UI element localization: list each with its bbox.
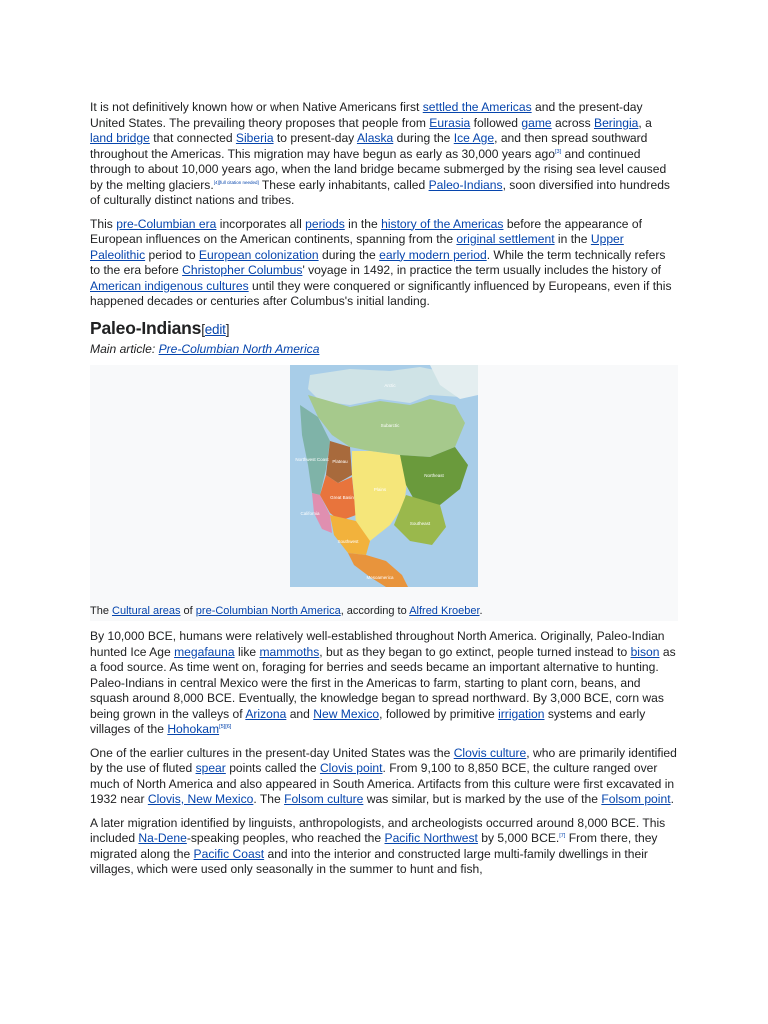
link-pre-columbian-north-america[interactable]: Pre-Columbian North America [158,341,320,356]
link-european-colonization[interactable]: European colonization [198,247,319,262]
citation-3[interactable]: [3] [554,148,562,155]
link-history-of-the-americas[interactable]: history of the Americas [381,216,504,231]
link-spear[interactable]: spear [195,761,226,775]
text: during the [318,247,380,262]
text: From there, they migrated along the [90,831,658,861]
text: that connected [149,131,236,145]
link-land-bridge[interactable]: land bridge [90,131,150,145]
link-pre-columbian-era[interactable]: pre-Columbian era [116,216,217,231]
link-siberia[interactable]: Siberia [235,131,274,145]
text: , but as they began to go extinct, people turned instead to [319,644,631,659]
text: across [551,115,594,130]
text: , a [638,115,652,130]
label-arctic: Arctic [384,383,396,388]
text: A later migration identified by linguists, anthropologists, and archeologists occurred around 8,000 BCE. This included [90,815,666,845]
text: and [286,706,314,721]
edit-section [201,322,229,337]
link-hohokam[interactable]: Hohokam [167,722,220,736]
link-megafauna[interactable]: megafauna [174,644,235,659]
link-new-mexico[interactable]: New Mexico [313,706,380,721]
text: before the appearance of European influences on the American continents, spanning from the [90,216,642,246]
text: was similar, but is marked by the use of the [363,792,602,806]
link-american-indigenous-cultures[interactable]: American indigenous cultures [90,278,249,293]
text: . While the term technically refers to the era before [90,247,666,277]
link-beringia[interactable]: Beringia [594,115,639,130]
text: , who are primarily identified by the use of fluted [90,745,677,775]
label-california: California [300,511,320,516]
text: . From 9,100 to 8,850 BCE, the culture ranged over much of North America and also appeared in South America. Artifacts from this culture were first excavated in 1932 near [90,761,675,806]
link-arizona[interactable]: Arizona [245,706,287,721]
link-christopher-columbus[interactable]: Christopher Columbus [182,263,303,277]
label-plains: Plains [373,487,387,492]
link-upper-paleolithic[interactable]: Upper Paleolithic [90,232,624,262]
paragraph-pre-columbian [90,217,678,310]
text: as a food source. As time went on, foraging for berries and seeds became an important alternative to hunting. Paleo-Indians in central Mexico were the first in the Americas to farm, starting to plant corn, beans, and squash around 8,000 BCE. Eventually, the knowledge began to spread northward. By 3,000 BCE, corn was being grown in the valleys of [90,644,676,721]
citation-5-6[interactable]: [5][6] [219,723,232,730]
label-great-basin: Great Basin [330,495,354,500]
text: . [479,605,483,617]
link-alaska[interactable]: Alaska [356,131,394,145]
link-paleo-indians[interactable]: Paleo-Indians [428,177,503,192]
text: ' voyage in 1492, in practice the term usually includes the history of [302,263,662,277]
link-pacific-northwest[interactable]: Pacific Northwest [384,831,478,845]
link-clovis-point[interactable]: Clovis point [319,761,383,775]
text: , followed by primitive [379,706,499,721]
text: by 5,000 BCE. [477,831,560,845]
citation-7[interactable]: [7] [559,832,566,839]
paragraph-intro [90,100,678,209]
cultural-areas-map[interactable] [290,365,478,587]
map-figure [90,365,678,621]
text: One of the earlier cultures in the present-day United States was the [90,745,454,760]
bracket: [ [201,321,205,337]
paragraph-clovis [90,746,678,808]
text: , and then spread southward throughout the Americas. This migration may have begun as early as 30,000 years ago [90,131,648,161]
link-original-settlement[interactable]: original settlement [456,232,555,246]
text: of [180,605,196,617]
text: , soon diversified into hundreds of culturally distinct nations and tribes. [90,177,670,207]
label-southeast: Southeast [409,521,431,526]
link-clovis-new-mexico[interactable]: Clovis, New Mexico [147,792,254,806]
text: These early inhabitants, called [258,177,429,192]
text: It is not definitively known how or when Native Americans first [90,100,423,114]
label-plateau: Plateau [332,459,348,464]
article-content [90,100,678,886]
link-periods[interactable]: periods [305,216,345,231]
link-folsom-point[interactable]: Folsom point [601,792,671,806]
label-northeast: Northeast [424,473,444,478]
text: and the present-day United States. The prevailing theory proposes that people from [90,100,643,130]
text: By 10,000 BCE, humans were relatively well-established throughout North America. Originally, Paleo-Indian hunted Ice Age [90,629,665,659]
text: and into the interior and constructed large multi-family dwellings in their villages, which were used only seasonally in the summer to hunt and fish, [90,846,648,876]
text: to present-day [273,131,357,145]
text: followed [470,115,522,130]
link-irrigation[interactable]: irrigation [498,706,545,721]
link-alfred-kroeber[interactable]: Alfred Kroeber [409,605,480,617]
text: . The [253,792,285,806]
text: , according to [340,605,410,617]
text: -speaking peoples, who reached the [186,831,385,845]
hatnote-prefix: Main article: [90,341,159,356]
citation-needed[interactable]: [4][full citation needed] [213,179,259,185]
link-na-dene[interactable]: Na-Dene [138,831,187,845]
text: during the [393,131,454,145]
text: and continued through to about 10,000 years ago, when the land bridge became submerged by the rising sea level caused by the melting glaciers. [90,146,667,192]
label-northwest-coast: Northwest Coast [295,457,329,462]
link-game[interactable]: game [521,115,552,130]
text: . [670,792,674,806]
figure-caption [90,605,678,618]
label-subarctic: Subarctic [380,423,400,428]
link-settled-the-americas[interactable]: settled the Americas [422,100,532,114]
label-mesoamerica: Mesoamerica [366,575,394,580]
edit-link[interactable]: edit [204,321,226,337]
text: like [234,644,260,659]
text: in the [344,216,382,231]
link-pre-columbian-north-america-caption[interactable]: pre-Columbian North America [195,605,341,617]
link-clovis-culture[interactable]: Clovis culture [453,745,527,760]
text: systems and early villages of the [90,706,646,736]
link-early-modern-period[interactable]: early modern period [379,247,487,262]
text: points called the [225,761,320,775]
text: incorporates all [216,216,306,231]
link-ice-age[interactable]: Ice Age [453,131,495,145]
paragraph-10000-bce [90,629,678,738]
text: The [90,605,113,617]
text: This [90,216,117,231]
text: in the [554,232,591,246]
link-folsom-culture[interactable]: Folsom culture [284,792,364,806]
bracket: ] [225,321,230,337]
link-mammoths[interactable]: mammoths [259,644,320,659]
link-cultural-areas[interactable]: Cultural areas [112,605,181,617]
link-pacific-coast[interactable]: Pacific Coast [193,846,265,861]
hatnote [90,342,678,358]
text: until they were conquered or significantly influenced by Europeans, even if this happened decades or centuries after Columbus's initial landing. [90,278,672,308]
label-southwest: Southwest [337,539,359,544]
paragraph-later-migration [90,816,678,878]
link-eurasia[interactable]: Eurasia [429,115,471,130]
text: period to [145,247,199,262]
link-bison[interactable]: bison [630,644,660,659]
section-heading [90,318,678,340]
section-title: Paleo-Indians [90,317,202,338]
